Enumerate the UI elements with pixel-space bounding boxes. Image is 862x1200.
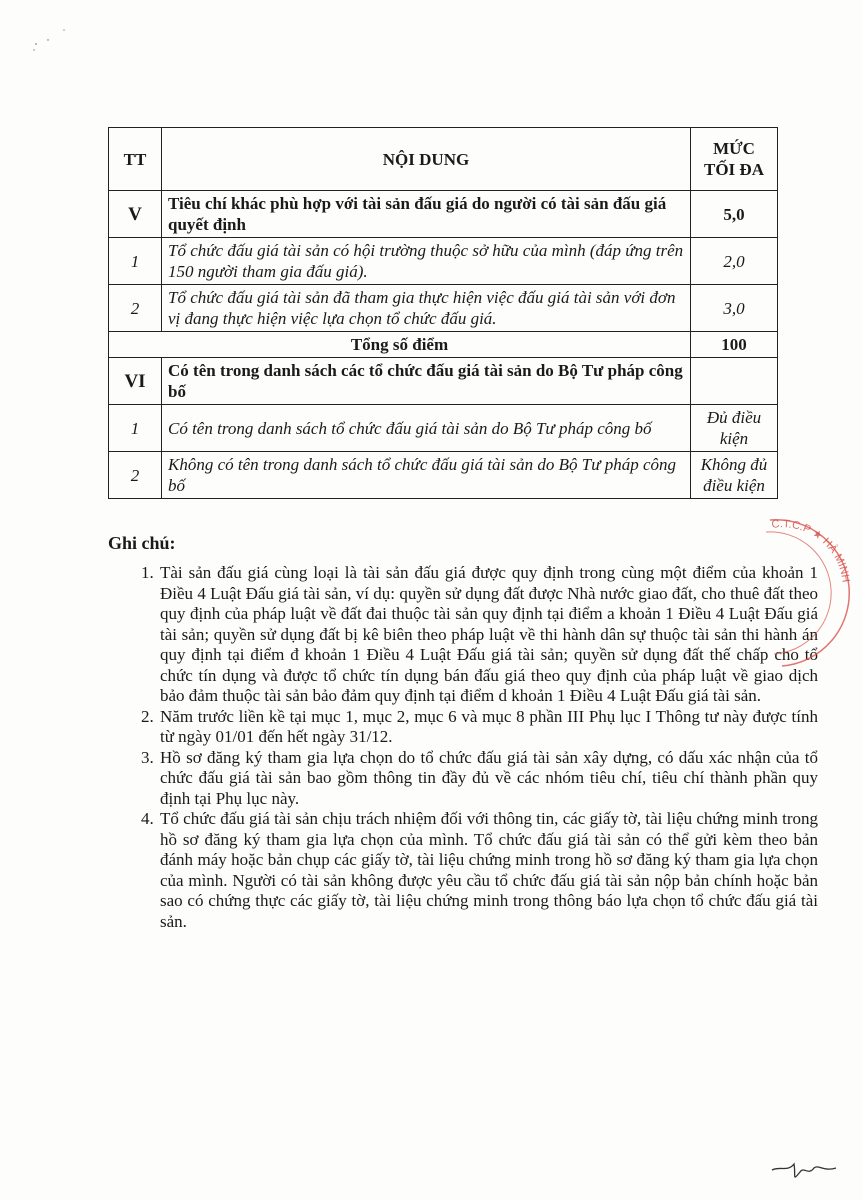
- row-tt: 2: [109, 452, 162, 499]
- company-stamp: [752, 518, 862, 668]
- signature-mark: [770, 1148, 840, 1188]
- scan-marks: [30, 28, 80, 58]
- row-content: Không có tên trong danh sách tổ chức đấu giá tài sản do Bộ Tư pháp công bố: [162, 452, 691, 499]
- svg-text:C.T.C.P ★ HÀ MINH: C.T.C.P ★ HÀ MINH: [770, 518, 852, 584]
- row-content: Tổ chức đấu giá tài sản có hội trường thuộc sở hữu của mình (đáp ứng trên 150 người tham gia đấu giá).: [162, 238, 691, 285]
- row-content: Có tên trong danh sách các tổ chức đấu giá tài sản do Bộ Tư pháp công bố: [162, 358, 691, 405]
- row-max: [691, 358, 778, 405]
- header-tt: TT: [109, 128, 162, 191]
- row-max: 2,0: [691, 238, 778, 285]
- table-row-total: [109, 332, 778, 358]
- notes-list: [122, 563, 818, 932]
- table-row: [109, 238, 778, 285]
- row-content: Tiêu chí khác phù hợp với tài sản đấu giá do người có tài sản đấu giá quyết định: [162, 191, 691, 238]
- total-value: 100: [691, 332, 778, 358]
- row-max: Đủ điều kiện: [691, 405, 778, 452]
- row-content: Có tên trong danh sách tổ chức đấu giá tài sản do Bộ Tư pháp công bố: [162, 405, 691, 452]
- note-item: 2. Năm trước liền kề tại mục 1, mục 2, mục 6 và mục 8 phần III Phụ lục I Thông tư này được tính từ ngày 01/01 đến hết ngày 31/12.: [158, 707, 818, 748]
- criteria-table: [108, 127, 778, 499]
- table-row: [109, 405, 778, 452]
- row-content: Tổ chức đấu giá tài sản đã tham gia thực hiện việc đấu giá tài sản với đơn vị đang thực hiện việc lựa chọn tổ chức đấu giá.: [162, 285, 691, 332]
- total-label: Tổng số điểm: [109, 332, 691, 358]
- note-item: 4. Tổ chức đấu giá tài sản chịu trách nhiệm đối với thông tin, các giấy tờ, tài liệu chứng minh trong hồ sơ đăng ký tham gia lựa chọn của mình. Tổ chức đấu giá tài sản có thể gửi kèm theo bản đánh máy hoặc bản chụp các giấy tờ, tài liệu chứng minh trong hồ sơ đăng ký tham gia lựa chọn của mình. Người có tài sản không được yêu cầu tổ chức đấu giá tài sản nộp bản chính hoặc bản sao có chứng thực các giấy tờ, tài liệu chứng minh trong thông báo lựa chọn tổ chức đấu giá tài sản.: [158, 809, 818, 932]
- row-max: 3,0: [691, 285, 778, 332]
- row-tt: 1: [109, 238, 162, 285]
- header-max: MỨC TỐI ĐA: [691, 128, 778, 191]
- row-max: Không đủ điều kiện: [691, 452, 778, 499]
- row-max: 5,0: [691, 191, 778, 238]
- note-item: 3. Hồ sơ đăng ký tham gia lựa chọn do tổ chức đấu giá tài sản xây dựng, có dấu xác nhận của tổ chức đấu giá tài sản bao gồm thông tin đầy đủ về các nhóm tiêu chí, tiêu chí thành phần quy định tại Phụ lục này.: [158, 748, 818, 810]
- table-row: [109, 285, 778, 332]
- notes-title: Ghi chú:: [108, 533, 176, 553]
- table-row: [109, 191, 778, 238]
- row-tt: VI: [109, 358, 162, 405]
- header-content: NỘI DUNG: [162, 128, 691, 191]
- row-tt: V: [109, 191, 162, 238]
- row-tt: 2: [109, 285, 162, 332]
- table-header-row: [109, 128, 778, 191]
- row-tt: 1: [109, 405, 162, 452]
- table-row: [109, 452, 778, 499]
- table-row: [109, 358, 778, 405]
- note-item: 1. Tài sản đấu giá cùng loại là tài sản đấu giá được quy định trong cùng một điểm của khoản 1 Điều 4 Luật Đấu giá tài sản, ví dụ: quyền sử dụng đất được Nhà nước giao đất, cho thuê đất theo quy định của pháp luật về đất đai thuộc tài sản quy định tại điểm a khoản 1 Điều 4 Luật Đấu giá tài sản; quyền sử dụng đất bị kê biên theo pháp luật về thi hành dân sự thuộc tài sản thi hành án quy định tại điểm đ khoản 1 Điều 4 Luật Đấu giá tài sản; quyền sử dụng đất thế chấp cho tổ chức tín dụng và được tổ chức tín dụng bán đấu giá theo quy định của pháp luật về giao dịch bảo đảm thuộc tài sản bảo đảm quy định tại điểm d khoản 1 Điều 4 Luật Đấu giá tài sản.: [158, 563, 818, 707]
